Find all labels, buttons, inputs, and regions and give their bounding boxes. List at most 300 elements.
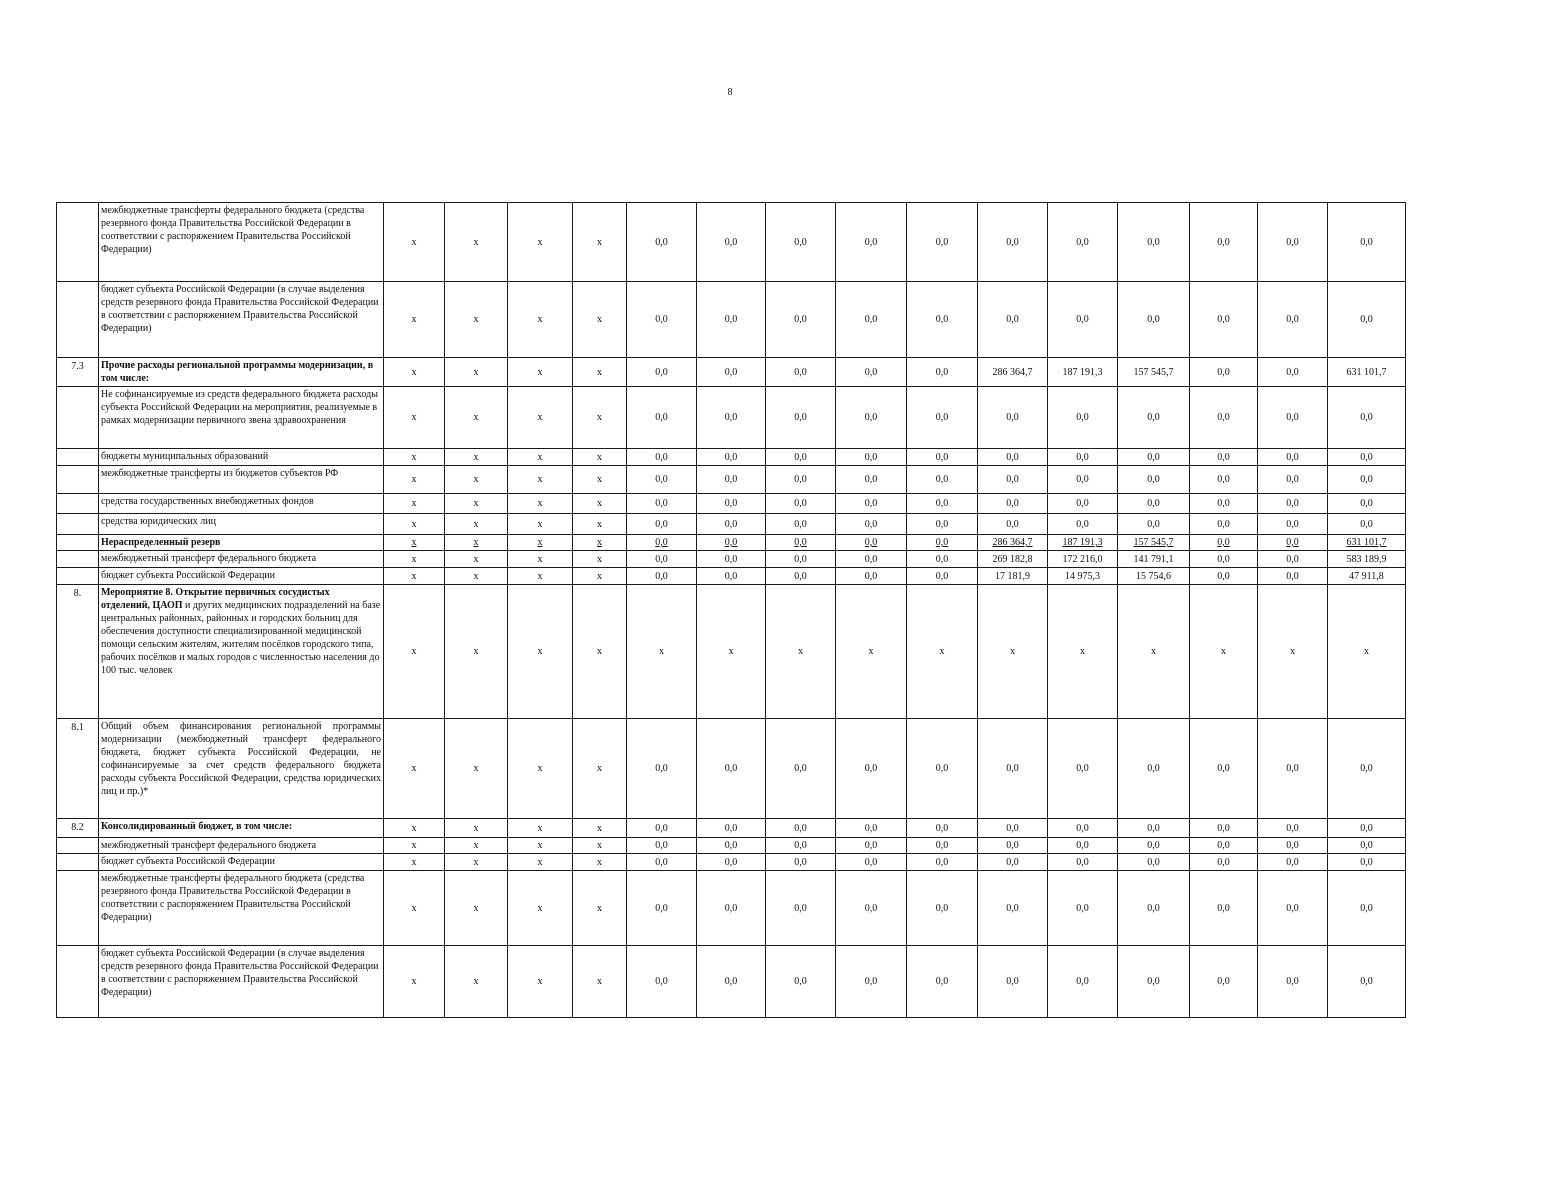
row-name: межбюджетные трансферты федерального бюджета (средства резервного фонда Правительства Российской Федерации в соответствии с распоряжением Правительства Российской Федерации) xyxy=(99,203,384,282)
value-cell: x xyxy=(573,387,627,449)
value-cell: 0,0 xyxy=(836,387,907,449)
value-cell: 0,0 xyxy=(907,551,978,568)
table-row xyxy=(57,854,1406,871)
value-cell: 0,0 xyxy=(836,449,907,466)
value-cell: 0,0 xyxy=(1048,449,1118,466)
value-cell: 0,0 xyxy=(627,535,697,551)
value-cell: 0,0 xyxy=(907,466,978,494)
value-cell: 0,0 xyxy=(1118,466,1190,494)
value-cell: 0,0 xyxy=(1258,819,1328,838)
value-cell: 0,0 xyxy=(1258,854,1328,871)
value-cell: x xyxy=(384,568,445,585)
value-cell: 0,0 xyxy=(978,871,1048,946)
row-name: средства государственных внебюджетных фондов xyxy=(99,494,384,514)
value-cell: 0,0 xyxy=(1190,838,1258,854)
value-cell: 0,0 xyxy=(1118,871,1190,946)
value-cell: 15 754,6 xyxy=(1118,568,1190,585)
value-cell: 0,0 xyxy=(1190,819,1258,838)
value-cell: x xyxy=(445,551,508,568)
value-cell: x xyxy=(384,494,445,514)
value-cell: 141 791,1 xyxy=(1118,551,1190,568)
value-cell: x xyxy=(445,514,508,535)
value-cell: 0,0 xyxy=(1328,449,1406,466)
value-cell: 631 101,7 xyxy=(1328,535,1406,551)
value-cell: 0,0 xyxy=(697,568,766,585)
value-cell: 0,0 xyxy=(1048,282,1118,358)
value-cell: 0,0 xyxy=(1190,282,1258,358)
value-cell: 0,0 xyxy=(836,854,907,871)
value-cell: x xyxy=(573,854,627,871)
value-cell: 0,0 xyxy=(907,387,978,449)
value-cell: 0,0 xyxy=(766,514,836,535)
value-cell: 0,0 xyxy=(766,466,836,494)
value-cell: 0,0 xyxy=(627,449,697,466)
value-cell: 0,0 xyxy=(1190,387,1258,449)
value-cell: x xyxy=(508,203,573,282)
value-cell: 0,0 xyxy=(1190,203,1258,282)
value-cell: 0,0 xyxy=(627,203,697,282)
value-cell: 0,0 xyxy=(1258,568,1328,585)
value-cell: 187 191,3 xyxy=(1048,535,1118,551)
value-cell: 0,0 xyxy=(1258,946,1328,1018)
value-cell: 0,0 xyxy=(907,449,978,466)
row-number xyxy=(57,854,99,871)
value-cell: 0,0 xyxy=(978,819,1048,838)
value-cell: x xyxy=(573,358,627,387)
row-name-bold-part: Мероприятие 8. Открытие первичных сосудистых отделений, ЦАОП xyxy=(101,587,330,611)
row-number: 8.1 xyxy=(57,719,99,819)
value-cell: 0,0 xyxy=(978,203,1048,282)
value-cell: x xyxy=(384,282,445,358)
value-cell: 0,0 xyxy=(1258,719,1328,819)
value-cell: 0,0 xyxy=(1190,358,1258,387)
value-cell: 0,0 xyxy=(907,514,978,535)
row-number xyxy=(57,568,99,585)
value-cell: x xyxy=(508,387,573,449)
row-number xyxy=(57,449,99,466)
value-cell: 0,0 xyxy=(907,568,978,585)
value-cell: 0,0 xyxy=(697,838,766,854)
value-cell: 0,0 xyxy=(907,946,978,1018)
value-cell: 0,0 xyxy=(1048,854,1118,871)
value-cell: 0,0 xyxy=(1258,466,1328,494)
value-cell: x xyxy=(766,585,836,719)
row-name: Консолидированный бюджет, в том числе: xyxy=(99,819,384,838)
value-cell: 0,0 xyxy=(1258,282,1328,358)
value-cell: x xyxy=(445,854,508,871)
row-number xyxy=(57,494,99,514)
value-cell: 0,0 xyxy=(627,854,697,871)
budget-table xyxy=(56,202,1406,1018)
table-row xyxy=(57,466,1406,494)
table-row xyxy=(57,819,1406,838)
value-cell: 0,0 xyxy=(907,282,978,358)
value-cell: x xyxy=(573,871,627,946)
value-cell: 0,0 xyxy=(1190,514,1258,535)
row-number: 8.2 xyxy=(57,819,99,838)
value-cell: 0,0 xyxy=(627,551,697,568)
value-cell: 0,0 xyxy=(1328,719,1406,819)
table-row xyxy=(57,946,1406,1018)
value-cell: 0,0 xyxy=(836,946,907,1018)
value-cell: 0,0 xyxy=(1328,854,1406,871)
value-cell: x xyxy=(573,946,627,1018)
value-cell: x xyxy=(384,719,445,819)
value-cell: 0,0 xyxy=(1048,719,1118,819)
page-number: 8 xyxy=(727,87,733,98)
value-cell: x xyxy=(573,568,627,585)
row-name: бюджет субъекта Российской Федерации xyxy=(99,568,384,585)
value-cell: 0,0 xyxy=(1258,551,1328,568)
value-cell: 0,0 xyxy=(1048,946,1118,1018)
value-cell: 0,0 xyxy=(766,819,836,838)
value-cell: x xyxy=(697,585,766,719)
value-cell: x xyxy=(1328,585,1406,719)
value-cell: 0,0 xyxy=(978,494,1048,514)
value-cell: 0,0 xyxy=(1190,535,1258,551)
value-cell: 0,0 xyxy=(1048,871,1118,946)
value-cell: 0,0 xyxy=(1048,819,1118,838)
value-cell: x xyxy=(1258,585,1328,719)
value-cell: 0,0 xyxy=(836,514,907,535)
value-cell: x xyxy=(1118,585,1190,719)
value-cell: 0,0 xyxy=(978,514,1048,535)
value-cell: 0,0 xyxy=(1190,719,1258,819)
value-cell: x xyxy=(384,449,445,466)
value-cell: x xyxy=(445,203,508,282)
value-cell: 0,0 xyxy=(836,282,907,358)
table-row xyxy=(57,203,1406,282)
value-cell: x xyxy=(445,871,508,946)
row-number xyxy=(57,466,99,494)
value-cell: x xyxy=(508,946,573,1018)
value-cell: 0,0 xyxy=(1190,449,1258,466)
value-cell: 0,0 xyxy=(1190,494,1258,514)
value-cell: 0,0 xyxy=(1118,719,1190,819)
row-name: Общий объем финансирования региональной программы модернизации (межбюджетный трансферт федерального бюджета, бюджет субъекта Российской Федерации, не софинансируемые за счет средств федерального бюджета расходы субъекта Российской Федерации, средства юридических лиц и пр.)* xyxy=(99,719,384,819)
value-cell: 0,0 xyxy=(907,854,978,871)
value-cell: 0,0 xyxy=(978,466,1048,494)
value-cell: 0,0 xyxy=(1118,514,1190,535)
row-number: 7.3 xyxy=(57,358,99,387)
value-cell: 0,0 xyxy=(1328,203,1406,282)
value-cell: 0,0 xyxy=(697,387,766,449)
table-row xyxy=(57,568,1406,585)
value-cell: 0,0 xyxy=(627,387,697,449)
value-cell: x xyxy=(978,585,1048,719)
row-number xyxy=(57,946,99,1018)
row-name: Не софинансируемые из средств федерального бюджета расходы субъекта Российской Федерации на мероприятия, реализуемые в рамках модернизации первичного звена здравоохранения xyxy=(99,387,384,449)
value-cell: x xyxy=(445,449,508,466)
table-row xyxy=(57,358,1406,387)
value-cell: x xyxy=(384,387,445,449)
value-cell: 0,0 xyxy=(1118,838,1190,854)
table-row xyxy=(57,551,1406,568)
value-cell: 0,0 xyxy=(1190,466,1258,494)
value-cell: x xyxy=(384,466,445,494)
value-cell: x xyxy=(573,282,627,358)
value-cell: 0,0 xyxy=(1190,568,1258,585)
value-cell: 0,0 xyxy=(627,282,697,358)
value-cell: 0,0 xyxy=(766,203,836,282)
value-cell: x xyxy=(508,819,573,838)
value-cell: 157 545,7 xyxy=(1118,535,1190,551)
row-name: бюджеты муниципальных образований xyxy=(99,449,384,466)
value-cell: x xyxy=(573,514,627,535)
value-cell: 0,0 xyxy=(697,719,766,819)
value-cell: 0,0 xyxy=(907,871,978,946)
value-cell: 0,0 xyxy=(697,514,766,535)
value-cell: 0,0 xyxy=(1190,551,1258,568)
value-cell: 0,0 xyxy=(697,819,766,838)
value-cell: x xyxy=(573,719,627,819)
value-cell: 0,0 xyxy=(1328,494,1406,514)
value-cell: 0,0 xyxy=(697,854,766,871)
value-cell: 0,0 xyxy=(1258,514,1328,535)
row-name: межбюджетные трансферты из бюджетов субъектов РФ xyxy=(99,466,384,494)
value-cell: 0,0 xyxy=(1118,282,1190,358)
value-cell: 0,0 xyxy=(1328,282,1406,358)
value-cell: 0,0 xyxy=(1258,871,1328,946)
value-cell: x xyxy=(573,449,627,466)
value-cell: 0,0 xyxy=(907,838,978,854)
value-cell: 0,0 xyxy=(1190,946,1258,1018)
value-cell: 0,0 xyxy=(1258,449,1328,466)
value-cell: x xyxy=(445,719,508,819)
value-cell: 0,0 xyxy=(836,568,907,585)
value-cell: x xyxy=(573,838,627,854)
value-cell: x xyxy=(384,358,445,387)
row-number xyxy=(57,514,99,535)
value-cell: x xyxy=(384,854,445,871)
table-row xyxy=(57,871,1406,946)
value-cell: 47 911,8 xyxy=(1328,568,1406,585)
value-cell: 0,0 xyxy=(1048,203,1118,282)
row-name: Нераспределенный резерв xyxy=(99,535,384,551)
value-cell: x xyxy=(445,535,508,551)
table-row xyxy=(57,449,1406,466)
value-cell: 583 189,9 xyxy=(1328,551,1406,568)
value-cell: 0,0 xyxy=(627,568,697,585)
value-cell: x xyxy=(445,838,508,854)
value-cell: 0,0 xyxy=(766,568,836,585)
value-cell: 0,0 xyxy=(766,358,836,387)
value-cell: 0,0 xyxy=(697,871,766,946)
value-cell: 0,0 xyxy=(1118,946,1190,1018)
value-cell: 0,0 xyxy=(907,358,978,387)
value-cell: x xyxy=(508,494,573,514)
value-cell: 0,0 xyxy=(697,358,766,387)
row-name: Прочие расходы региональной программы модернизации, в том числе: xyxy=(99,358,384,387)
value-cell: 0,0 xyxy=(836,551,907,568)
value-cell: x xyxy=(907,585,978,719)
value-cell: 269 182,8 xyxy=(978,551,1048,568)
table-row xyxy=(57,387,1406,449)
value-cell: 0,0 xyxy=(1258,203,1328,282)
value-cell: x xyxy=(384,946,445,1018)
value-cell: 286 364,7 xyxy=(978,535,1048,551)
value-cell: 0,0 xyxy=(907,819,978,838)
value-cell: x xyxy=(445,282,508,358)
value-cell: 0,0 xyxy=(627,494,697,514)
value-cell: x xyxy=(445,946,508,1018)
value-cell: 17 181,9 xyxy=(978,568,1048,585)
value-cell: x xyxy=(384,871,445,946)
value-cell: 0,0 xyxy=(697,449,766,466)
value-cell: 0,0 xyxy=(1328,466,1406,494)
value-cell: x xyxy=(384,514,445,535)
value-cell: 0,0 xyxy=(1048,466,1118,494)
value-cell: x xyxy=(508,838,573,854)
value-cell: 0,0 xyxy=(836,358,907,387)
value-cell: x xyxy=(508,551,573,568)
value-cell: 0,0 xyxy=(697,551,766,568)
value-cell: 0,0 xyxy=(1328,819,1406,838)
value-cell: 0,0 xyxy=(697,946,766,1018)
value-cell: 0,0 xyxy=(836,466,907,494)
value-cell: 0,0 xyxy=(1258,535,1328,551)
value-cell: x xyxy=(508,358,573,387)
value-cell: x xyxy=(384,535,445,551)
value-cell: 286 364,7 xyxy=(978,358,1048,387)
value-cell: 0,0 xyxy=(836,871,907,946)
value-cell: 0,0 xyxy=(766,494,836,514)
value-cell: 172 216,0 xyxy=(1048,551,1118,568)
value-cell: x xyxy=(508,514,573,535)
value-cell: 0,0 xyxy=(766,551,836,568)
value-cell: 0,0 xyxy=(627,946,697,1018)
value-cell: x xyxy=(508,854,573,871)
value-cell: 0,0 xyxy=(1258,838,1328,854)
value-cell: 0,0 xyxy=(836,535,907,551)
value-cell: 0,0 xyxy=(978,719,1048,819)
value-cell: x xyxy=(445,387,508,449)
table-row xyxy=(57,838,1406,854)
row-name: межбюджетный трансферт федерального бюджета xyxy=(99,838,384,854)
row-number: 8. xyxy=(57,585,99,719)
value-cell: x xyxy=(573,494,627,514)
value-cell: x xyxy=(384,838,445,854)
value-cell: x xyxy=(384,551,445,568)
value-cell: 0,0 xyxy=(627,719,697,819)
row-name: бюджет субъекта Российской Федерации (в случае выделения средств резервного фонда Правительства Российской Федерации в соответствии с распоряжением Правительства Российской Федерации) xyxy=(99,282,384,358)
value-cell: x xyxy=(384,203,445,282)
value-cell: x xyxy=(573,535,627,551)
value-cell: 0,0 xyxy=(627,358,697,387)
value-cell: 0,0 xyxy=(1328,946,1406,1018)
value-cell: x xyxy=(573,203,627,282)
value-cell: 0,0 xyxy=(978,282,1048,358)
value-cell: 0,0 xyxy=(627,514,697,535)
row-name: Мероприятие 8. Открытие первичных сосудистых отделений, ЦАОП и других медицинских подразделений на базе центральных районных, районных и городских больниц для обеспечения доступности специализированной медицинской помощи сельским жителям, жителям посёлков городского типа, рабочих посёлков и малых городов с численностью населения до 100 тыс. человек xyxy=(99,585,384,719)
value-cell: 0,0 xyxy=(1118,203,1190,282)
value-cell: 0,0 xyxy=(907,719,978,819)
value-cell: 0,0 xyxy=(1118,449,1190,466)
value-cell: x xyxy=(445,358,508,387)
value-cell: 0,0 xyxy=(766,871,836,946)
value-cell: 0,0 xyxy=(1258,358,1328,387)
value-cell: 0,0 xyxy=(1048,514,1118,535)
value-cell: 0,0 xyxy=(766,282,836,358)
value-cell: x xyxy=(384,819,445,838)
value-cell: x xyxy=(445,819,508,838)
value-cell: 0,0 xyxy=(1258,387,1328,449)
value-cell: 0,0 xyxy=(907,535,978,551)
value-cell: x xyxy=(508,282,573,358)
value-cell: x xyxy=(508,568,573,585)
value-cell: x xyxy=(508,585,573,719)
value-cell: 0,0 xyxy=(697,282,766,358)
value-cell: 631 101,7 xyxy=(1328,358,1406,387)
value-cell: x xyxy=(836,585,907,719)
table-row xyxy=(57,535,1406,551)
value-cell: 0,0 xyxy=(1048,494,1118,514)
value-cell: 0,0 xyxy=(697,203,766,282)
row-number xyxy=(57,838,99,854)
value-cell: 0,0 xyxy=(766,535,836,551)
value-cell: 0,0 xyxy=(978,946,1048,1018)
value-cell: 0,0 xyxy=(1190,871,1258,946)
value-cell: 0,0 xyxy=(766,719,836,819)
value-cell: 0,0 xyxy=(978,854,1048,871)
row-name: межбюджетный трансферт федерального бюджета xyxy=(99,551,384,568)
value-cell: 0,0 xyxy=(1118,819,1190,838)
value-cell: x xyxy=(508,449,573,466)
value-cell: 0,0 xyxy=(836,819,907,838)
value-cell: x xyxy=(508,719,573,819)
value-cell: 0,0 xyxy=(1258,494,1328,514)
table-row xyxy=(57,514,1406,535)
value-cell: x xyxy=(1048,585,1118,719)
row-number xyxy=(57,282,99,358)
row-number xyxy=(57,535,99,551)
value-cell: 0,0 xyxy=(907,203,978,282)
value-cell: x xyxy=(445,568,508,585)
value-cell: 0,0 xyxy=(627,819,697,838)
value-cell: 0,0 xyxy=(697,494,766,514)
value-cell: 0,0 xyxy=(978,449,1048,466)
value-cell: 0,0 xyxy=(697,466,766,494)
table-row xyxy=(57,719,1406,819)
value-cell: 0,0 xyxy=(766,946,836,1018)
value-cell: 0,0 xyxy=(1190,854,1258,871)
value-cell: 0,0 xyxy=(836,719,907,819)
table-row xyxy=(57,494,1406,514)
row-name: бюджет субъекта Российской Федерации xyxy=(99,854,384,871)
value-cell: x xyxy=(573,585,627,719)
value-cell: 0,0 xyxy=(627,871,697,946)
value-cell: 0,0 xyxy=(766,838,836,854)
value-cell: 0,0 xyxy=(1118,387,1190,449)
value-cell: 0,0 xyxy=(627,838,697,854)
value-cell: 0,0 xyxy=(1048,387,1118,449)
value-cell: x xyxy=(445,494,508,514)
value-cell: 0,0 xyxy=(697,535,766,551)
table-row xyxy=(57,282,1406,358)
table-row xyxy=(57,585,1406,719)
value-cell: x xyxy=(627,585,697,719)
row-number xyxy=(57,203,99,282)
value-cell: x xyxy=(573,819,627,838)
row-name: межбюджетные трансферты федерального бюджета (средства резервного фонда Правительства Российской Федерации в соответствии с распоряжением Правительства Российской Федерации) xyxy=(99,871,384,946)
row-name: бюджет субъекта Российской Федерации (в случае выделения средств резервного фонда Правительства Российской Федерации в соответствии с распоряжением Правительства Российской Федерации) xyxy=(99,946,384,1018)
value-cell: 14 975,3 xyxy=(1048,568,1118,585)
value-cell: 0,0 xyxy=(1048,838,1118,854)
value-cell: 0,0 xyxy=(1328,838,1406,854)
value-cell: 0,0 xyxy=(766,854,836,871)
row-number xyxy=(57,871,99,946)
value-cell: x xyxy=(508,466,573,494)
